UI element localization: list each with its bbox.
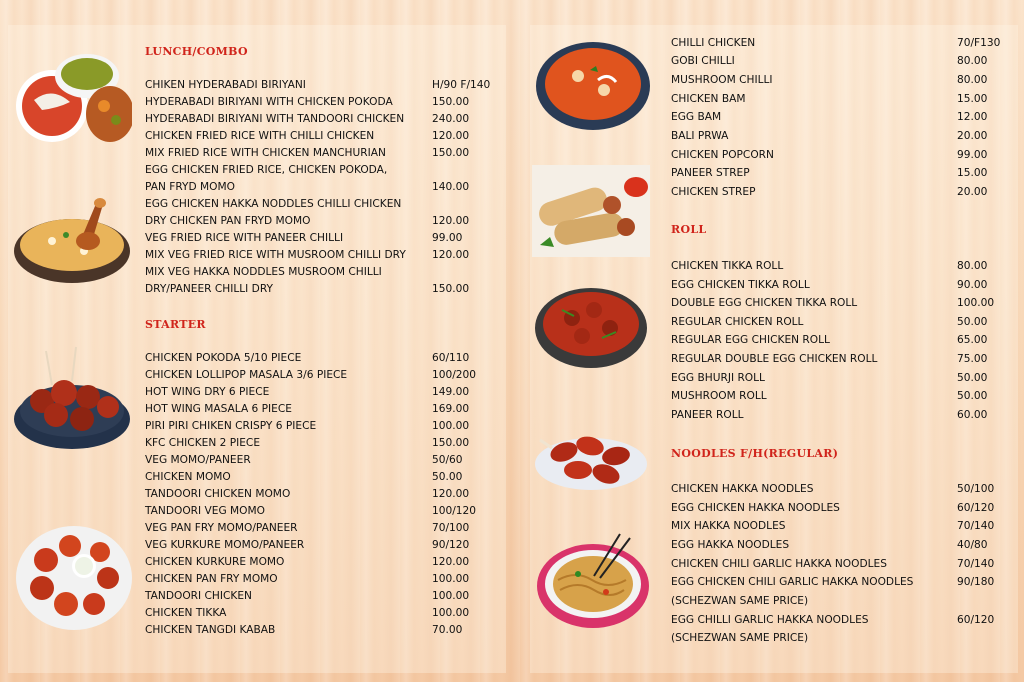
- roll-heading: ROLL: [671, 223, 707, 236]
- butter-chicken-image: [534, 40, 652, 132]
- hakka-noodles-image: [534, 530, 652, 630]
- chicken-wings-image: [532, 418, 650, 498]
- chilli-chicken-kadai-image: [532, 280, 650, 370]
- lunch-combo-heading: LUNCH/COMBO: [145, 45, 248, 58]
- biryani-bowl-image: [12, 195, 132, 285]
- noodles-heading: NOODLES F/H(REGULAR): [671, 447, 839, 460]
- chicken-lollipop-image: [12, 345, 132, 455]
- fried-chicken-pakora-image: [12, 520, 132, 632]
- chicken-roll-image: [532, 165, 650, 257]
- curry-bowls-image: [12, 48, 132, 148]
- starter-heading: STARTER: [145, 318, 206, 331]
